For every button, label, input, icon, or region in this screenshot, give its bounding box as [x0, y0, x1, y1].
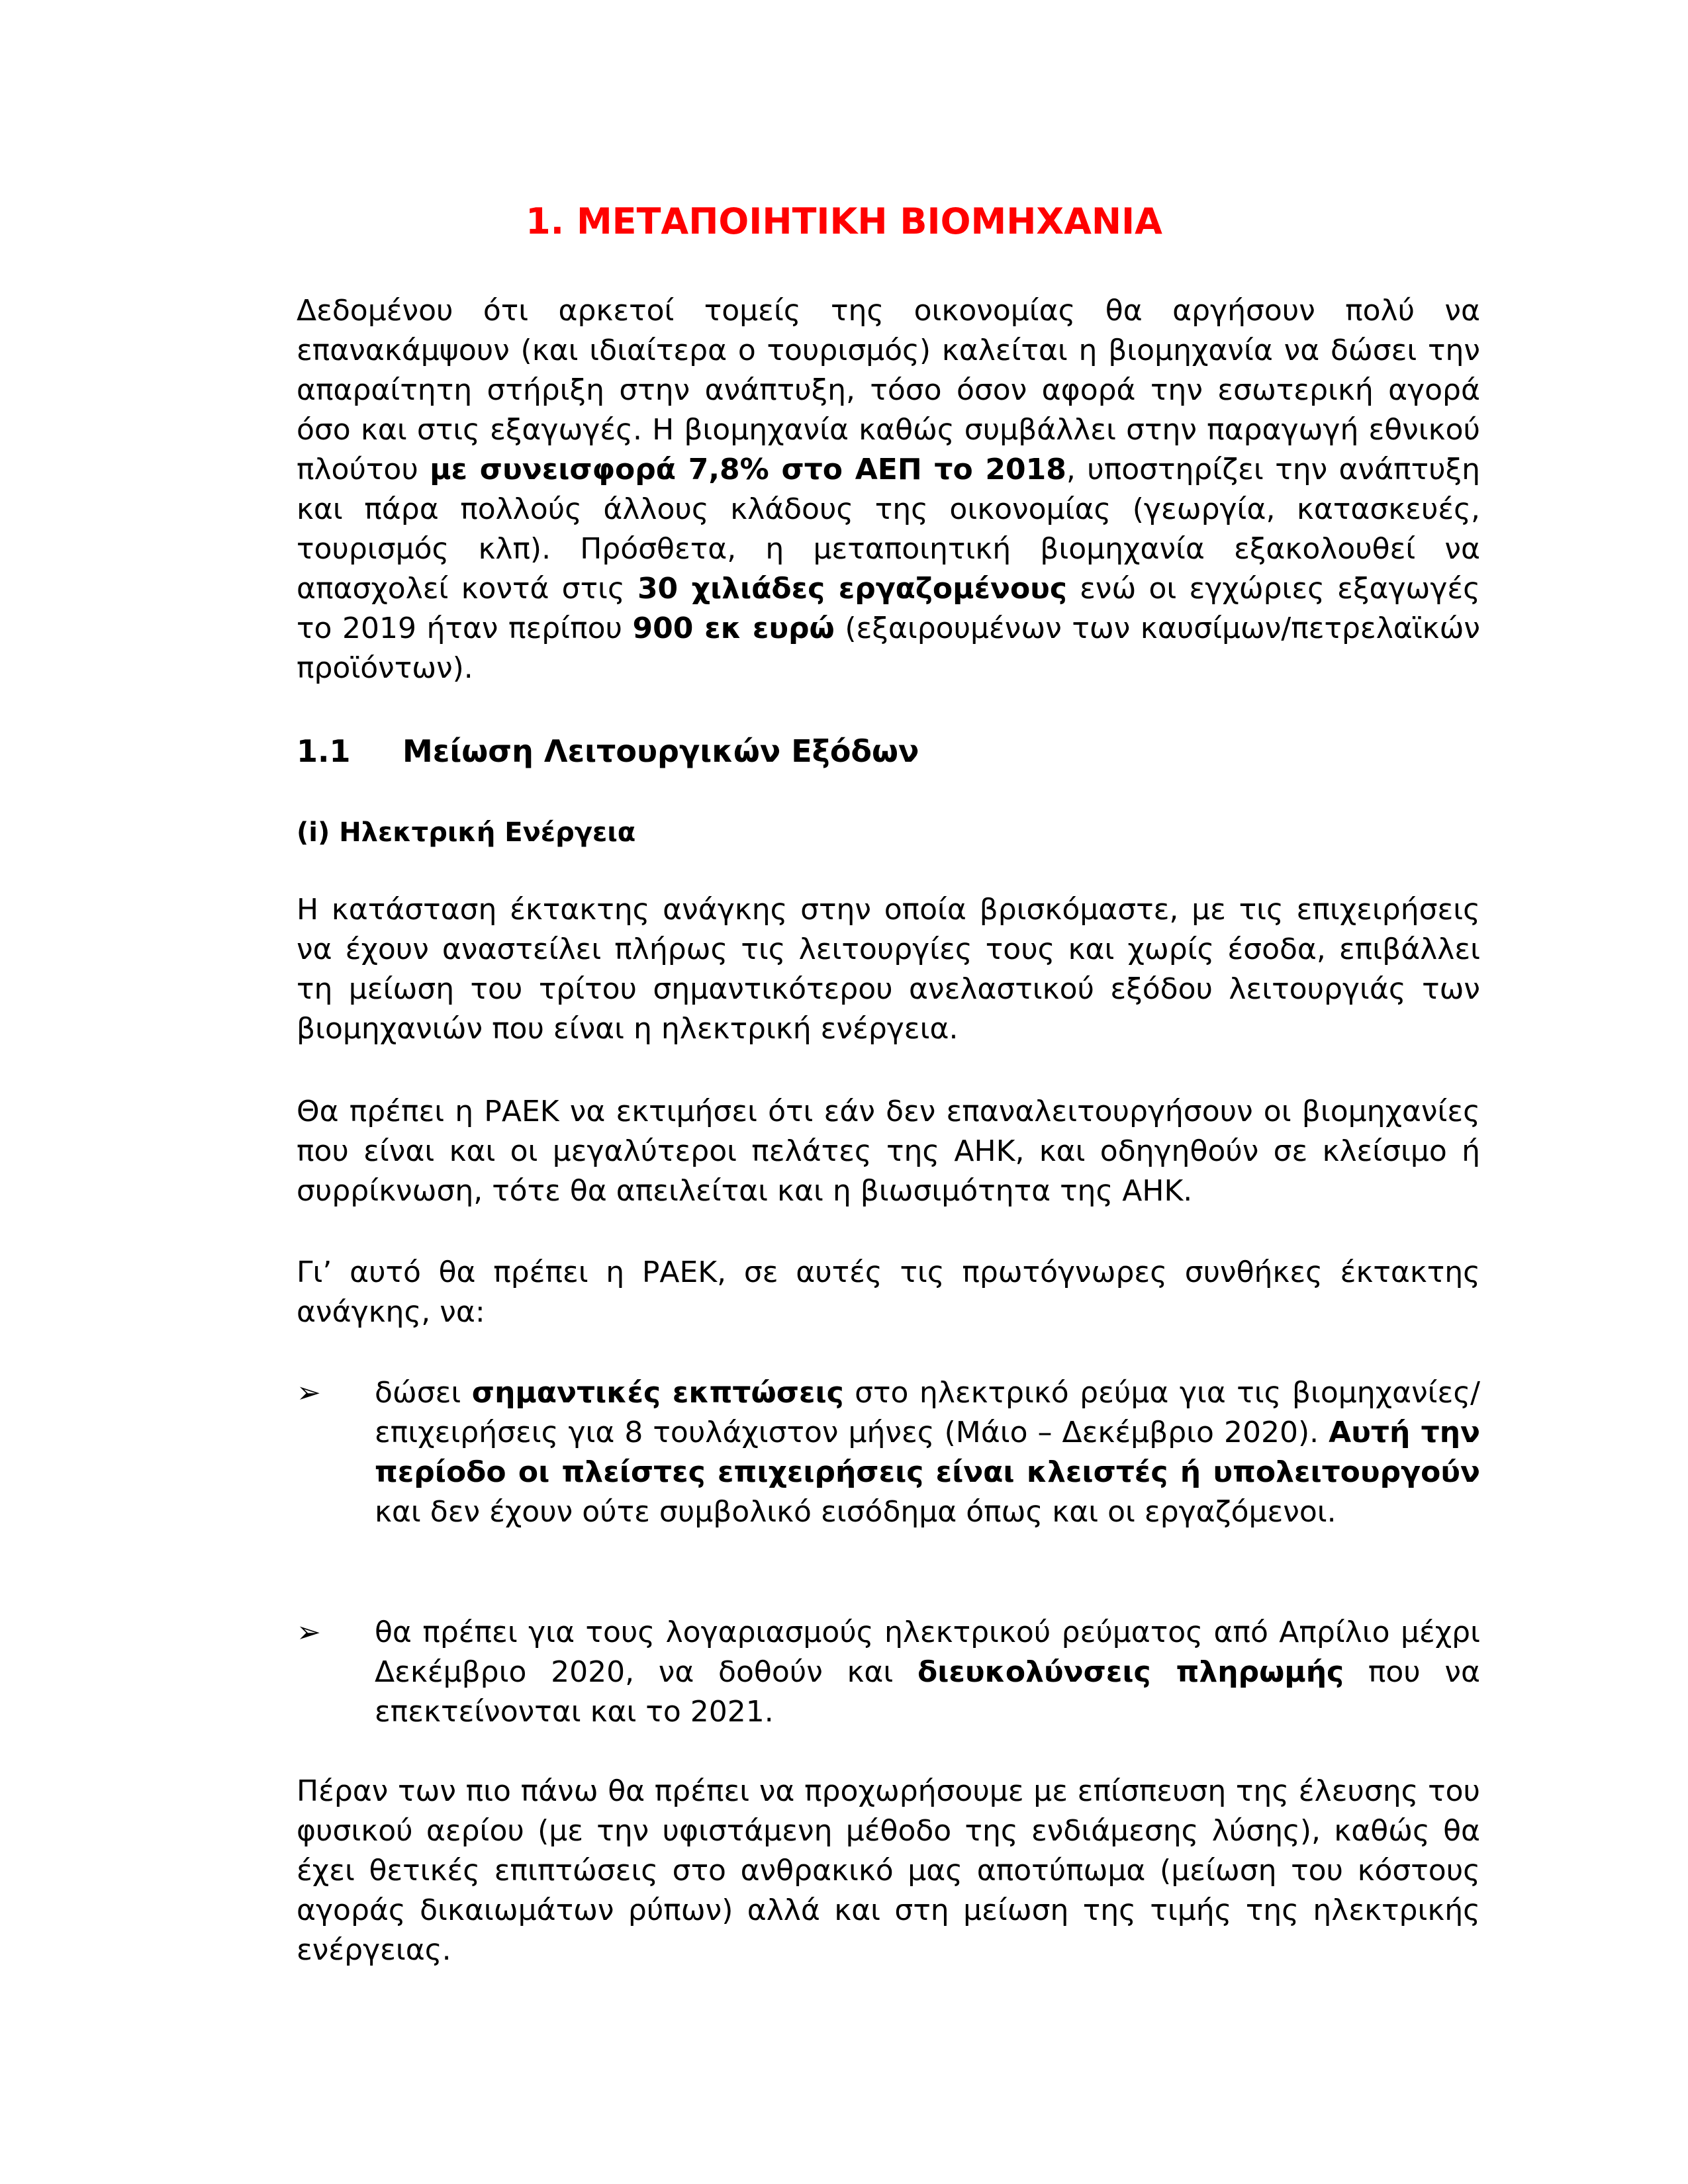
- bullet2-bold-payment: διευκολύνσεις πληρωμής: [917, 1655, 1344, 1689]
- intro-text-4: (εξαιρουμένων των καυσίμων/πετρελαϊκών προϊόντων).: [297, 612, 1480, 685]
- paragraph-raek-should: Γι’ αυτό θα πρέπει η ΡΑΕΚ, σε αυτές τις πρωτόγνωρες συνθήκες έκτακτης ανάγκης, να:: [297, 1255, 1480, 1329]
- intro-bold-contribution: με συνεισφορά 7,8% στο ΑΕΠ το 2018: [430, 453, 1066, 486]
- section-number: 1.1: [297, 733, 351, 769]
- section-heading: [297, 731, 1480, 771]
- bullet1-bold-discounts: σημαντικές εκπτώσεις: [471, 1376, 844, 1410]
- intro-text-2: , υποστηρίζει την ανάπτυξη και πάρα πολλούς άλλους κλάδους της οικονομίας (γεωργία, κατασκευές, τουρισμός κλπ). Πρόσθετα, η μεταποιητική βιομηχανία εξακολουθεί να απασχολεί κοντά στις: [297, 453, 1480, 606]
- bullet-payment-facilities: [297, 1613, 1480, 1739]
- intro-bold-exports: 900 εκ ευρώ: [632, 612, 835, 645]
- section-title: Μείωση Λειτουργικών Εξόδων: [402, 733, 919, 769]
- bullet2-text-1: θα πρέπει για τους λογαριασμούς ηλεκτρικού ρεύματος από Απρίλιο μέχρι Δεκέμβριο 2020, να δοθούν και: [375, 1615, 1480, 1689]
- intro-text-1: Δεδομένου ότι αρκετοί τομείς της οικονομίας θα αργήσουν πολύ να επανακάμψουν (και ιδιαίτερα ο τουρισμός) καλείται η βιομηχανία να δώσει την απαραίτητη στήριξη στην ανάπτυξη, τόσο όσον αφορά την εσωτερική αγορά όσο και στις εξαγωγές. Η βιομηχανία καθώς συμβάλλει στην παραγωγή εθνικού πλούτου: [297, 294, 1480, 486]
- arrow-bullet-icon: ➢: [297, 1376, 321, 1410]
- paragraph-natural-gas: Πέραν των πιο πάνω θα πρέπει να προχωρήσουμε με επίσπευση της έλευσης του φυσικού αερίου (με την υφιστάμενη μέθοδο της ενδιάμεσης λύσης), καθώς θα έχει θετικές επιπτώσεις στο ανθρακικό μας αποτύπωμα (μείωση του κόστους αγοράς δικαιωμάτων ρύπων) αλλά και στη μείωση της τιμής της ηλεκτρικής ενέργειας.: [297, 1774, 1480, 1967]
- intro-paragraph: [297, 291, 1480, 688]
- page-title: 1. ΜΕΤΑΠΟΙΗΤΙΚΗ ΒΙΟΜΗΧΑΝΙΑ: [526, 201, 1162, 242]
- bullet1-bold-closed: Αυτή την περίοδο οι πλείστες επιχειρήσεις είναι κλειστές ή υπολειτουργούν: [375, 1416, 1480, 1489]
- bullet1-text-3: και δεν έχουν ούτε συμβολικό εισόδημα όπως και οι εργαζόμενοι.: [375, 1495, 1336, 1529]
- paragraph-emergency: Η κατάσταση έκτακτης ανάγκης στην οποία βρισκόμαστε, με τις επιχειρήσεις να έχουν αναστείλει πλήρως τις λειτουργίες τους και χωρίς έσοδα, επιβάλλει τη μείωση του τρίτου σημαντικότερου ανελαστικού εξόδου λειτουργιάς των βιομηχανιών που είναι η ηλεκτρική ενέργεια.: [297, 893, 1480, 1046]
- bullet-payment-text: [375, 1613, 1480, 1732]
- paragraph-raek-assessment: Θα πρέπει η ΡΑΕΚ να εκτιμήσει ότι εάν δεν επαναλειτουργήσουν οι βιομηχανίες που είναι και οι μεγαλύτεροι πελάτες της ΑΗΚ, και οδηγηθούν σε κλείσιμο ή συρρίκνωση, τότε θα απειλείται και η βιωσιμότητα της ΑΗΚ.: [297, 1095, 1480, 1208]
- intro-text-3: ενώ οι εγχώριες εξαγωγές το 2019 ήταν περίπου: [297, 572, 1481, 645]
- bullet-discounts: [297, 1373, 1480, 1578]
- subsection-heading: (i) Ηλεκτρική Ενέργεια: [297, 817, 636, 848]
- bullet1-text-1: δώσει: [375, 1376, 472, 1410]
- bullet2-text-2: που να επεκτείνονται και το 2021.: [375, 1655, 1480, 1729]
- intro-bold-employees: 30 χιλιάδες εργαζομένους: [637, 572, 1067, 606]
- bullet1-text-2: στο ηλεκτρικό ρεύμα για τις βιομηχανίες/επιχειρήσεις για 8 τουλάχιστον μήνες (Μάιο – Δεκέμβριο 2020).: [375, 1376, 1480, 1449]
- bullet-discounts-text: [375, 1373, 1480, 1532]
- arrow-bullet-icon: ➢: [297, 1615, 321, 1649]
